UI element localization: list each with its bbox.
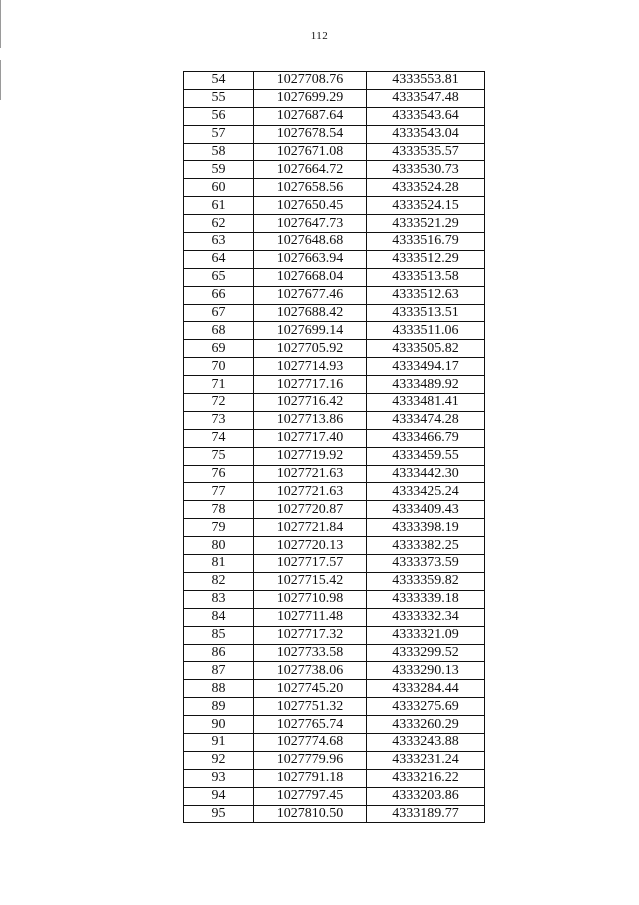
- table-row: [184, 394, 485, 412]
- x-coordinate-cell: 1027647.73: [254, 215, 367, 233]
- table-row: [184, 215, 485, 233]
- point-number-cell: 78: [184, 501, 254, 519]
- table-row: [184, 537, 485, 555]
- point-number-cell: 72: [184, 394, 254, 412]
- x-coordinate-cell: 1027650.45: [254, 197, 367, 215]
- x-coordinate-cell: 1027687.64: [254, 107, 367, 125]
- x-coordinate-cell: 1027779.96: [254, 751, 367, 769]
- x-coordinate-cell: 1027721.84: [254, 519, 367, 537]
- x-coordinate-cell: 1027648.68: [254, 233, 367, 251]
- table-row: [184, 89, 485, 107]
- x-coordinate-cell: 1027717.40: [254, 429, 367, 447]
- table-row: [184, 716, 485, 734]
- table-row: [184, 358, 485, 376]
- table-row: [184, 626, 485, 644]
- x-coordinate-cell: 1027751.32: [254, 698, 367, 716]
- x-coordinate-cell: 1027717.16: [254, 376, 367, 394]
- table-row: [184, 250, 485, 268]
- point-number-cell: 91: [184, 733, 254, 751]
- y-coordinate-cell: 4333373.59: [367, 555, 485, 573]
- table-row: [184, 376, 485, 394]
- point-number-cell: 57: [184, 125, 254, 143]
- y-coordinate-cell: 4333216.22: [367, 769, 485, 787]
- table-row: [184, 197, 485, 215]
- point-number-cell: 55: [184, 89, 254, 107]
- table-row: [184, 680, 485, 698]
- x-coordinate-cell: 1027810.50: [254, 805, 367, 823]
- x-coordinate-cell: 1027699.14: [254, 322, 367, 340]
- point-number-cell: 64: [184, 250, 254, 268]
- table-row: [184, 501, 485, 519]
- y-coordinate-cell: 4333521.29: [367, 215, 485, 233]
- table-row: [184, 72, 485, 90]
- point-number-cell: 66: [184, 286, 254, 304]
- y-coordinate-cell: 4333459.55: [367, 447, 485, 465]
- table-row: [184, 161, 485, 179]
- point-number-cell: 88: [184, 680, 254, 698]
- x-coordinate-cell: 1027678.54: [254, 125, 367, 143]
- point-number-cell: 54: [184, 72, 254, 90]
- x-coordinate-cell: 1027688.42: [254, 304, 367, 322]
- point-number-cell: 71: [184, 376, 254, 394]
- y-coordinate-cell: 4333260.29: [367, 716, 485, 734]
- table-row: [184, 411, 485, 429]
- table-row: [184, 662, 485, 680]
- x-coordinate-cell: 1027671.08: [254, 143, 367, 161]
- x-coordinate-cell: 1027733.58: [254, 644, 367, 662]
- point-number-cell: 89: [184, 698, 254, 716]
- table-row: [184, 751, 485, 769]
- table-row: [184, 233, 485, 251]
- table-row: [184, 179, 485, 197]
- y-coordinate-cell: 4333512.63: [367, 286, 485, 304]
- point-number-cell: 94: [184, 787, 254, 805]
- y-coordinate-cell: 4333505.82: [367, 340, 485, 358]
- point-number-cell: 61: [184, 197, 254, 215]
- y-coordinate-cell: 4333398.19: [367, 519, 485, 537]
- point-number-cell: 79: [184, 519, 254, 537]
- table-row: [184, 787, 485, 805]
- point-number-cell: 68: [184, 322, 254, 340]
- y-coordinate-cell: 4333290.13: [367, 662, 485, 680]
- table-row: [184, 769, 485, 787]
- point-number-cell: 90: [184, 716, 254, 734]
- table-row: [184, 465, 485, 483]
- y-coordinate-cell: 4333243.88: [367, 733, 485, 751]
- point-number-cell: 60: [184, 179, 254, 197]
- table-row: [184, 322, 485, 340]
- x-coordinate-cell: 1027699.29: [254, 89, 367, 107]
- x-coordinate-cell: 1027717.57: [254, 555, 367, 573]
- point-number-cell: 95: [184, 805, 254, 823]
- x-coordinate-cell: 1027745.20: [254, 680, 367, 698]
- y-coordinate-cell: 4333481.41: [367, 394, 485, 412]
- point-number-cell: 67: [184, 304, 254, 322]
- y-coordinate-cell: 4333512.29: [367, 250, 485, 268]
- y-coordinate-cell: 4333332.34: [367, 608, 485, 626]
- x-coordinate-cell: 1027663.94: [254, 250, 367, 268]
- y-coordinate-cell: 4333409.43: [367, 501, 485, 519]
- point-number-cell: 63: [184, 233, 254, 251]
- point-number-cell: 82: [184, 572, 254, 590]
- y-coordinate-cell: 4333359.82: [367, 572, 485, 590]
- point-number-cell: 87: [184, 662, 254, 680]
- table-row: [184, 304, 485, 322]
- point-number-cell: 93: [184, 769, 254, 787]
- x-coordinate-cell: 1027721.63: [254, 483, 367, 501]
- x-coordinate-cell: 1027720.13: [254, 537, 367, 555]
- y-coordinate-cell: 4333489.92: [367, 376, 485, 394]
- y-coordinate-cell: 4333513.51: [367, 304, 485, 322]
- y-coordinate-cell: 4333203.86: [367, 787, 485, 805]
- y-coordinate-cell: 4333442.30: [367, 465, 485, 483]
- y-coordinate-cell: 4333516.79: [367, 233, 485, 251]
- y-coordinate-cell: 4333543.64: [367, 107, 485, 125]
- x-coordinate-cell: 1027791.18: [254, 769, 367, 787]
- point-number-cell: 59: [184, 161, 254, 179]
- table-row: [184, 429, 485, 447]
- table-row: [184, 733, 485, 751]
- table-row: [184, 608, 485, 626]
- scan-margin-mark: [0, 60, 1, 100]
- point-number-cell: 65: [184, 268, 254, 286]
- point-number-cell: 77: [184, 483, 254, 501]
- y-coordinate-cell: 4333524.15: [367, 197, 485, 215]
- y-coordinate-cell: 4333284.44: [367, 680, 485, 698]
- x-coordinate-cell: 1027710.98: [254, 590, 367, 608]
- x-coordinate-cell: 1027677.46: [254, 286, 367, 304]
- x-coordinate-cell: 1027721.63: [254, 465, 367, 483]
- point-number-cell: 83: [184, 590, 254, 608]
- point-number-cell: 73: [184, 411, 254, 429]
- y-coordinate-cell: 4333275.69: [367, 698, 485, 716]
- x-coordinate-cell: 1027738.06: [254, 662, 367, 680]
- table-row: [184, 555, 485, 573]
- point-number-cell: 81: [184, 555, 254, 573]
- y-coordinate-cell: 4333466.79: [367, 429, 485, 447]
- point-number-cell: 84: [184, 608, 254, 626]
- y-coordinate-cell: 4333547.48: [367, 89, 485, 107]
- y-coordinate-cell: 4333530.73: [367, 161, 485, 179]
- y-coordinate-cell: 4333511.06: [367, 322, 485, 340]
- table-row: [184, 143, 485, 161]
- x-coordinate-cell: 1027705.92: [254, 340, 367, 358]
- table-row: [184, 519, 485, 537]
- x-coordinate-cell: 1027711.48: [254, 608, 367, 626]
- table-row: [184, 590, 485, 608]
- coordinates-table: [183, 71, 485, 823]
- x-coordinate-cell: 1027797.45: [254, 787, 367, 805]
- table-row: [184, 698, 485, 716]
- x-coordinate-cell: 1027765.74: [254, 716, 367, 734]
- y-coordinate-cell: 4333513.58: [367, 268, 485, 286]
- point-number-cell: 74: [184, 429, 254, 447]
- y-coordinate-cell: 4333535.57: [367, 143, 485, 161]
- point-number-cell: 75: [184, 447, 254, 465]
- table-row: [184, 107, 485, 125]
- point-number-cell: 76: [184, 465, 254, 483]
- y-coordinate-cell: 4333231.24: [367, 751, 485, 769]
- x-coordinate-cell: 1027714.93: [254, 358, 367, 376]
- y-coordinate-cell: 4333321.09: [367, 626, 485, 644]
- table-row: [184, 572, 485, 590]
- y-coordinate-cell: 4333494.17: [367, 358, 485, 376]
- point-number-cell: 80: [184, 537, 254, 555]
- point-number-cell: 85: [184, 626, 254, 644]
- y-coordinate-cell: 4333189.77: [367, 805, 485, 823]
- table-row: [184, 125, 485, 143]
- table-row: [184, 644, 485, 662]
- point-number-cell: 62: [184, 215, 254, 233]
- y-coordinate-cell: 4333425.24: [367, 483, 485, 501]
- y-coordinate-cell: 4333543.04: [367, 125, 485, 143]
- point-number-cell: 86: [184, 644, 254, 662]
- x-coordinate-cell: 1027720.87: [254, 501, 367, 519]
- table-row: [184, 805, 485, 823]
- x-coordinate-cell: 1027664.72: [254, 161, 367, 179]
- y-coordinate-cell: 4333382.25: [367, 537, 485, 555]
- y-coordinate-cell: 4333524.28: [367, 179, 485, 197]
- point-number-cell: 69: [184, 340, 254, 358]
- point-number-cell: 92: [184, 751, 254, 769]
- coordinates-table-body: [184, 72, 485, 823]
- x-coordinate-cell: 1027774.68: [254, 733, 367, 751]
- x-coordinate-cell: 1027716.42: [254, 394, 367, 412]
- table-row: [184, 286, 485, 304]
- table-row: [184, 447, 485, 465]
- table-row: [184, 340, 485, 358]
- point-number-cell: 58: [184, 143, 254, 161]
- y-coordinate-cell: 4333553.81: [367, 72, 485, 90]
- x-coordinate-cell: 1027719.92: [254, 447, 367, 465]
- table-row: [184, 483, 485, 501]
- table-row: [184, 268, 485, 286]
- x-coordinate-cell: 1027715.42: [254, 572, 367, 590]
- y-coordinate-cell: 4333339.18: [367, 590, 485, 608]
- y-coordinate-cell: 4333474.28: [367, 411, 485, 429]
- x-coordinate-cell: 1027668.04: [254, 268, 367, 286]
- point-number-cell: 70: [184, 358, 254, 376]
- x-coordinate-cell: 1027713.86: [254, 411, 367, 429]
- x-coordinate-cell: 1027658.56: [254, 179, 367, 197]
- page-number: 112: [310, 30, 329, 42]
- x-coordinate-cell: 1027708.76: [254, 72, 367, 90]
- x-coordinate-cell: 1027717.32: [254, 626, 367, 644]
- point-number-cell: 56: [184, 107, 254, 125]
- y-coordinate-cell: 4333299.52: [367, 644, 485, 662]
